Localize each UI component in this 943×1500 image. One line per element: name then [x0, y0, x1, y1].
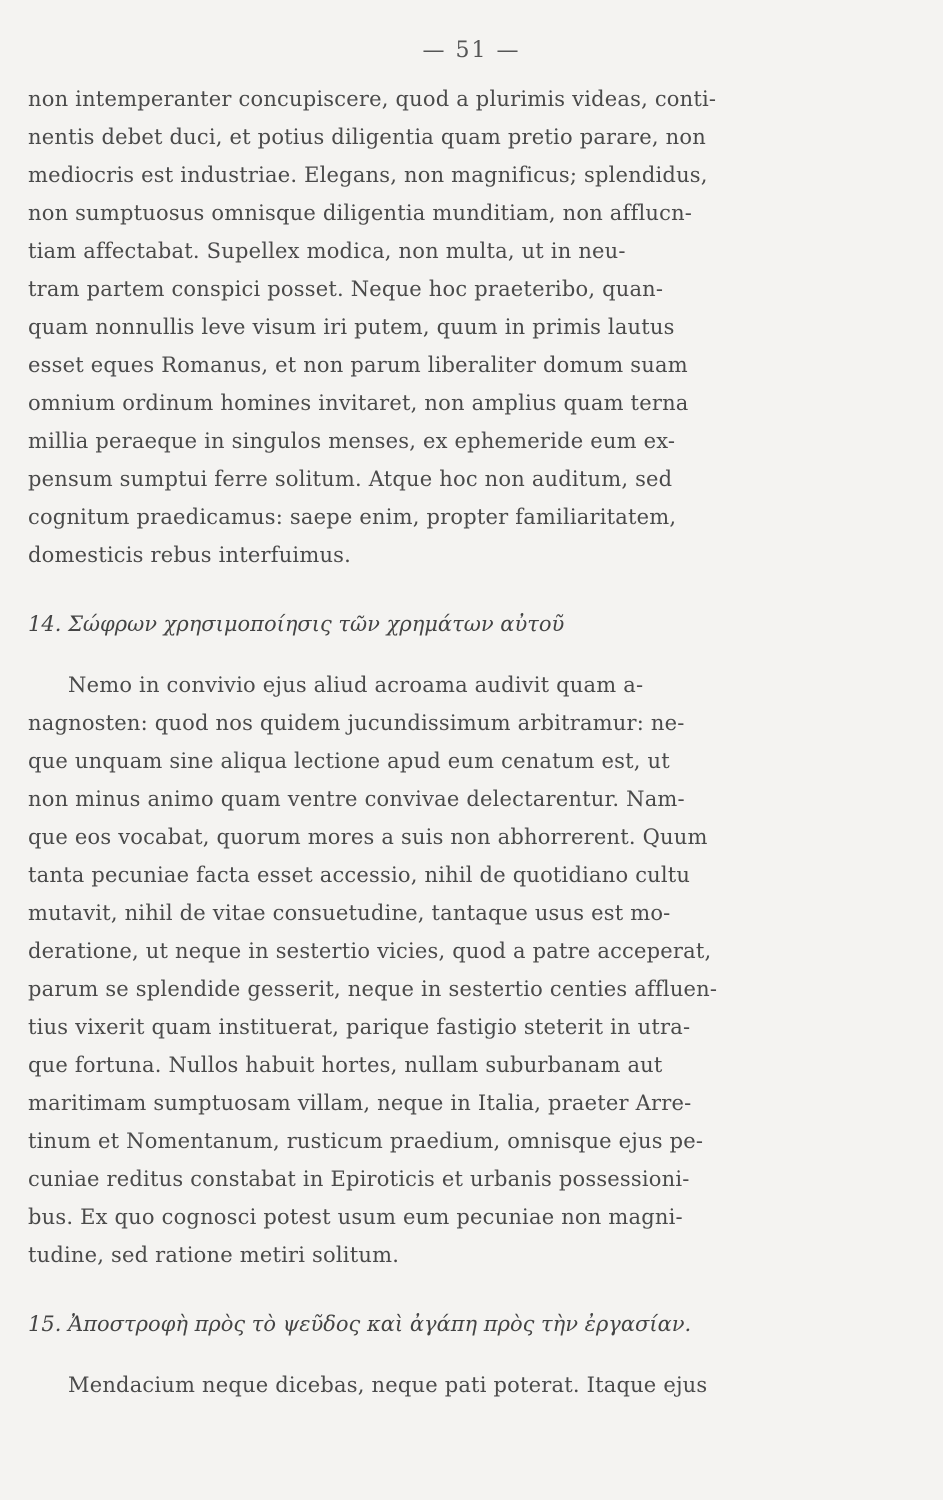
- text-line: esset eques Romanus, et non parum liberaliter domum suam: [28, 353, 688, 377]
- text-line: Mendacium neque dicebas, neque pati poterat. Itaque ejus: [68, 1373, 708, 1397]
- text-line: non intemperanter concupiscere, quod a plurimis videas, conti-: [28, 87, 717, 111]
- text-line: millia peraeque in singulos menses, ex ephemeride eum ex-: [28, 429, 676, 453]
- text-line: tius vixerit quam instituerat, parique fastigio steterit in utra-: [28, 1015, 691, 1039]
- text-line: quam nonnullis leve visum iri putem, quum in primis lautus: [28, 315, 675, 339]
- paragraph-section-15: [28, 1366, 920, 1404]
- text-body: [28, 80, 920, 1404]
- section-heading-14: 14. Σώφρων χρησιμοποίησις τῶν χρημάτων αὐτοῦ: [28, 612, 565, 636]
- text-line: mediocris est industriae. Elegans, non magnificus; splendidus,: [28, 163, 708, 187]
- text-line: Nemo in convivio ejus aliud acroama audivit quam a-: [68, 673, 644, 697]
- text-line: tiam affectabat. Supellex modica, non multa, ut in neu-: [28, 239, 626, 263]
- text-line: deratione, ut neque in sestertio vicies, quod a patre acceperat,: [28, 939, 712, 963]
- text-line: tram partem conspici posset. Neque hoc praeteribo, quan-: [28, 277, 664, 301]
- text-line: nentis debet duci, et potius diligentia quam pretio parare, non: [28, 125, 706, 149]
- text-line: tudine, sed ratione metiri solitum.: [28, 1243, 400, 1267]
- section-heading-15: 15. Ἀποστροφὴ πρὸς τὸ ψεῦδος καὶ ἀγάπη πρὸς τὴν ἐργασίαν.: [28, 1312, 692, 1336]
- text-line: non minus animo quam ventre convivae delectarentur. Nam-: [28, 787, 685, 811]
- text-line: cuniae reditus constabat in Epiroticis et urbanis possessioni-: [28, 1167, 690, 1191]
- text-line: nagnosten: quod nos quidem jucundissimum arbitramur: ne-: [28, 711, 685, 735]
- text-line: bus. Ex quo cognosci potest usum eum pecuniae non magni-: [28, 1205, 683, 1229]
- text-line: omnium ordinum homines invitaret, non amplius quam terna: [28, 391, 689, 415]
- text-line: tinum et Nomentanum, rusticum praedium, omnisque ejus pe-: [28, 1129, 704, 1153]
- text-line: cognitum praedicamus: saepe enim, propter familiaritatem,: [28, 505, 677, 529]
- text-line: que eos vocabat, quorum mores a suis non abhorrerent. Quum: [28, 825, 708, 849]
- text-line: que unquam sine aliqua lectione apud eum cenatum est, ut: [28, 749, 670, 773]
- page-number: — 51 —: [422, 38, 521, 63]
- text-line: maritimam sumptuosam villam, neque in Italia, praeter Arre-: [28, 1091, 692, 1115]
- text-line: parum se splendide gesserit, neque in sestertio centies affluen-: [28, 977, 718, 1001]
- text-line: que fortuna. Nullos habuit hortes, nullam suburbanam aut: [28, 1053, 663, 1077]
- text-line: mutavit, nihil de vitae consuetudine, tantaque usus est mo-: [28, 901, 671, 925]
- text-line: non sumptuosus omnisque diligentia munditiam, non afflucn-: [28, 201, 693, 225]
- paragraph-continuation: [28, 80, 920, 574]
- text-line: pensum sumptui ferre solitum. Atque hoc non auditum, sed: [28, 467, 673, 491]
- text-line: domesticis rebus interfuimus.: [28, 543, 352, 567]
- paragraph-section-14: [28, 666, 920, 1274]
- text-line: tanta pecuniae facta esset accessio, nihil de quotidiano cultu: [28, 863, 691, 887]
